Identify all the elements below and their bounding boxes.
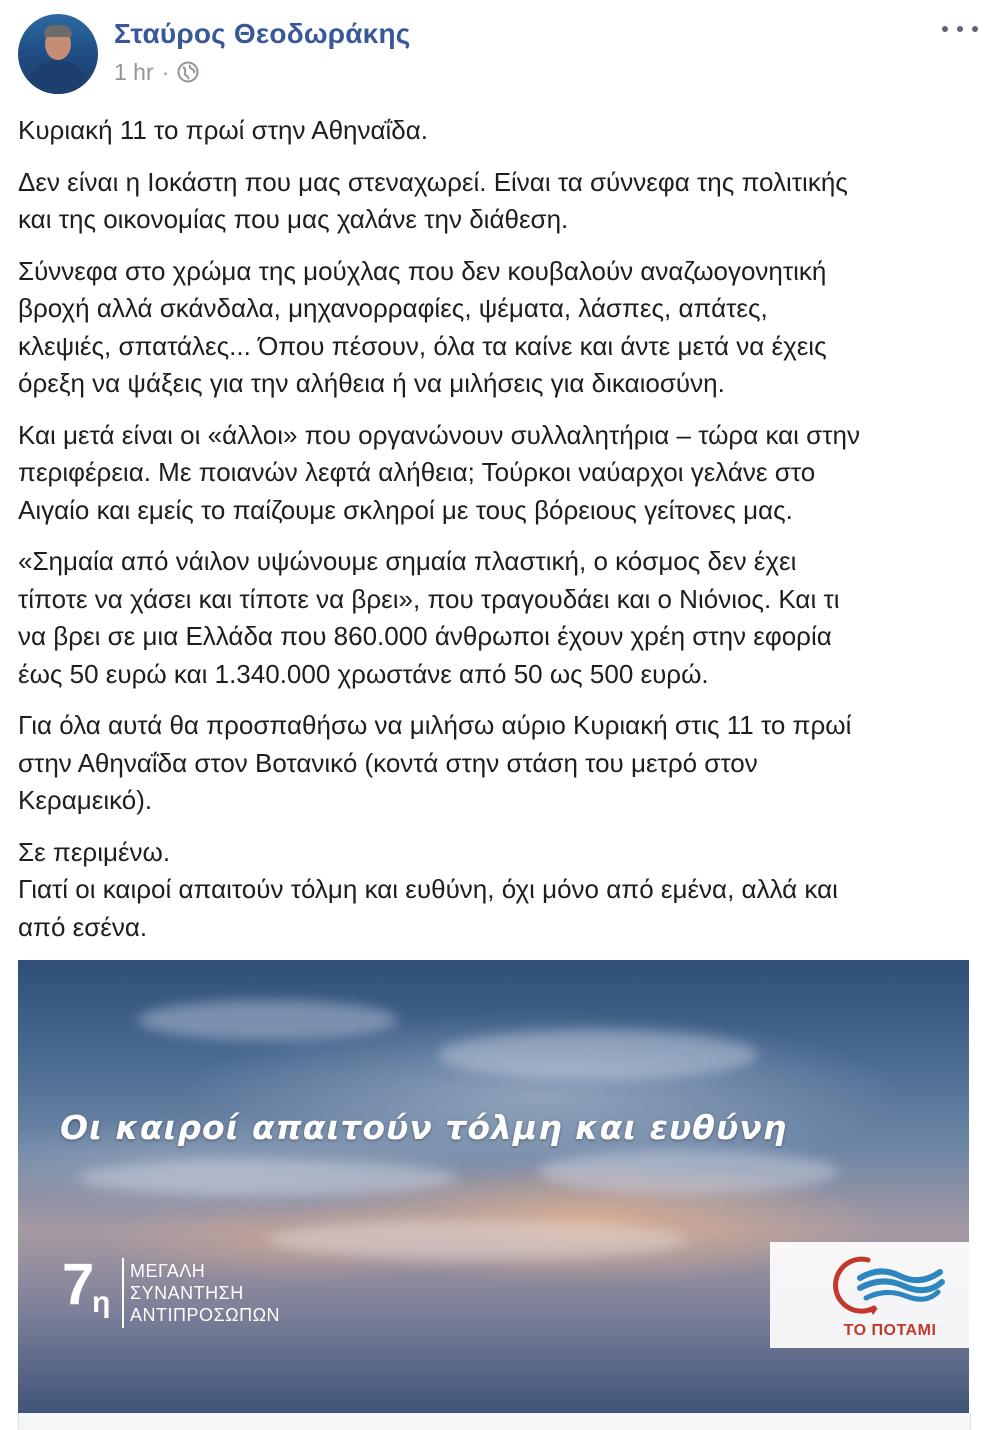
post-image[interactable] — [18, 960, 969, 1413]
event-title-line: ΜΕΓΑΛΗ — [130, 1261, 206, 1281]
globe-icon[interactable] — [177, 61, 199, 83]
post-paragraph: Και μετά είναι οι «άλλοι» που οργανώνουν συλλαλητήρια – τώρα και στην περιφέρεια. Με ποιανών λεφτά αλήθεια; Τούρκοι ναύαρχοι γελάνε στο Αιγαίο και εμείς το παίζουμε σκληροί με τους βόρειους γείτονες μας. — [18, 419, 860, 525]
post-paragraph: Κυριακή 11 το πρωί στην Αθηναΐδα. — [18, 115, 429, 145]
post-paragraph: Για όλα αυτά θα προσπαθήσω να μιλήσω αύριο Κυριακή στις 11 το πρωί στην Αθηναΐδα στον Βοτανικό (κοντά στην στάση του μετρό στον Κεραμεικό). — [18, 710, 852, 815]
post-text — [18, 112, 973, 960]
post-paragraph: Σε περιμένω. Γιατί οι καιροί απαιτούν τόλμη και ευθύνη, όχι μόνο από εμένα, αλλά και από εσένα. — [18, 836, 838, 942]
meta-separator: · — [161, 58, 170, 85]
event-number-suffix: η — [92, 1286, 111, 1319]
event-title-line: ΣΥΝΑΝΤΗΣΗ — [130, 1283, 244, 1303]
more-options-icon[interactable] — [942, 16, 978, 42]
post-paragraph: Δεν είναι η Ιοκάστη που μας στεναχωρεί. Είναι τα σύννεφα της πολιτικής και της οικονομίας που μας χαλάνε την διάθεση. — [18, 166, 848, 234]
post-meta — [114, 58, 199, 86]
post-paragraph: Σύννεφα στο χρώμα της μούχλας που δεν κουβαλούν αναζωογονητική βροχή αλλά σκάνδαλα, μηχανορραφίες, ψέματα, λάσπες, απάτες, κλεψιές, σπατάλες... Όπου πέσουν, όλα τα καίνε και άντε μετά να έχεις όρεξη να ψάξεις για την αλήθεια ή να μιλήσεις για δικαιοσύνη. — [18, 255, 827, 398]
post-paragraph: «Σημαία από νάιλον υψώνουμε σημαία πλαστική, ο κόσμος δεν έχει τίποτε να χάσει και τίποτε να βρει», που τραγουδάει και ο Νιόνιος. Και τι να βρει σε μια Ελλάδα που 860.000 άνθρωποι έχουν χρέη στην εφορία έως 50 ευρώ και 1.340.000 χρωστάνε από 50 ως 500 ευρώ. — [18, 546, 840, 689]
image-headline: Οι καιροί απαιτούν τόλμη και ευθύνη — [60, 1108, 788, 1147]
post-timestamp[interactable]: 1 hr — [114, 58, 154, 85]
event-title — [130, 1260, 280, 1326]
image-caption-area — [18, 1413, 971, 1430]
party-logo — [770, 1242, 969, 1348]
event-title-line: ΑΝΤΙΠΡΟΣΩΠΩΝ — [130, 1305, 281, 1325]
event-number: 7 — [62, 1252, 95, 1317]
badge-divider — [122, 1258, 124, 1328]
river-logo-icon — [830, 1248, 950, 1320]
party-logo-text: ΤΟ ΠΟΤΑΜΙ — [843, 1322, 937, 1339]
author-avatar[interactable] — [18, 14, 98, 94]
author-name[interactable]: Σταύρος Θεοδωράκης — [114, 18, 411, 49]
